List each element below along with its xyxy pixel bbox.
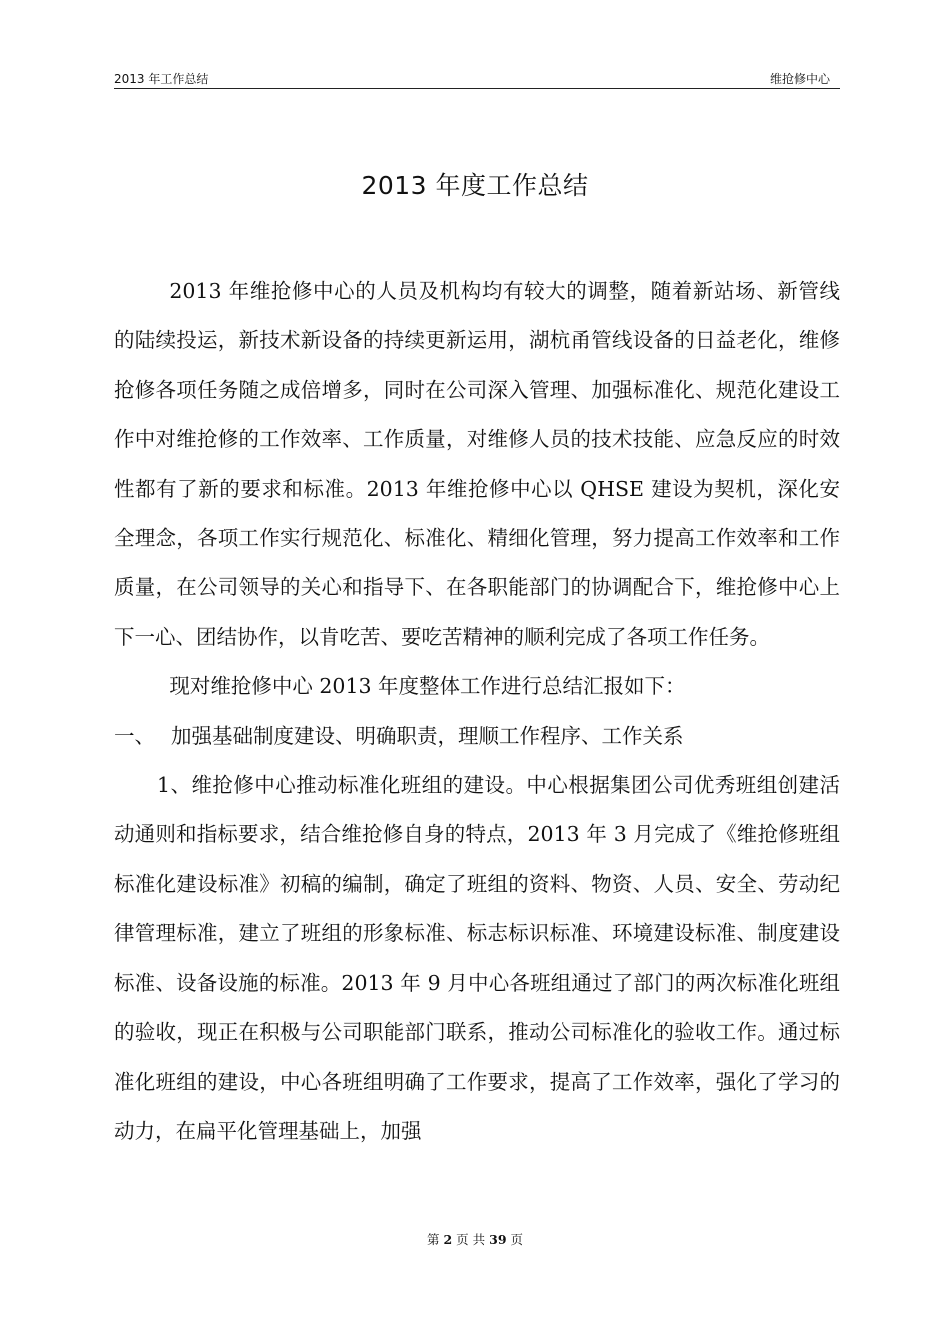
section-title: 加强基础制度建设、明确职责，理顺工作程序、工作关系 [171, 723, 684, 748]
document-body [114, 267, 840, 1156]
header-left-text: 2013 年工作总结 [114, 72, 209, 86]
footer-total-pages: 39 [489, 1232, 507, 1247]
page-header [114, 71, 840, 89]
section-paragraph: 1、维抢修中心推动标准化班组的建设。中心根据集团公司优秀班组创建活动通则和指标要求，结合维抢修自身的特点，2013 年 3 月完成了《维抢修班组标准化建设标准》初稿的编制，确定了班组的资料、物资、人员、安全、劳动纪律管理标准，建立了班组的形象标准、标志标识标准、环境建设标准、制度建设标准、设备设施的标准。2013 年 9 月中心各班组通过了部门的两次标准化班组的验收，现正在积极与公司职能部门联系，推动公司标准化的验收工作。通过标准化班组的建设，中心各班组明确了工作要求，提高了工作效率，强化了学习的动力，在扁平化管理基础上，加强 [114, 773, 840, 1143]
page-footer [0, 1231, 950, 1249]
header-right-text: 维抢修中心 [769, 72, 830, 86]
footer-suffix: 页 [510, 1232, 524, 1247]
footer-middle: 页 共 [456, 1232, 486, 1247]
intro-paragraph: 2013 年维抢修中心的人员及机构均有较大的调整，随着新站场、新管线的陆续投运，新技术新设备的持续更新运用，湖杭甬管线设备的日益老化，维修抢修各项任务随之成倍增多，同时在公司深入管理、加强标准化、规范化建设工作中对维抢修的工作效率、工作质量，对维修人员的技术技能、应急反应的时效性都有了新的要求和标准。2013 年维抢修中心以 QHSE 建设为契机，深化安全理念，各项工作实行规范化、标准化、精细化管理，努力提高工作效率和工作质量，在公司领导的关心和指导下、在各职能部门的协调配合下，维抢修中心上下一心、团结协作，以肯吃苦、要吃苦精神的顺利完成了各项工作任务。 [114, 279, 840, 649]
footer-prefix: 第 [426, 1232, 440, 1247]
footer-page-number: 2 [443, 1232, 453, 1247]
section-heading [114, 712, 840, 761]
summary-intro-paragraph: 现对维抢修中心 2013 年度整体工作进行总结汇报如下： [169, 674, 686, 699]
section-number: 一、 [114, 723, 155, 748]
document-title: 2013 年度工作总结 [361, 171, 589, 200]
